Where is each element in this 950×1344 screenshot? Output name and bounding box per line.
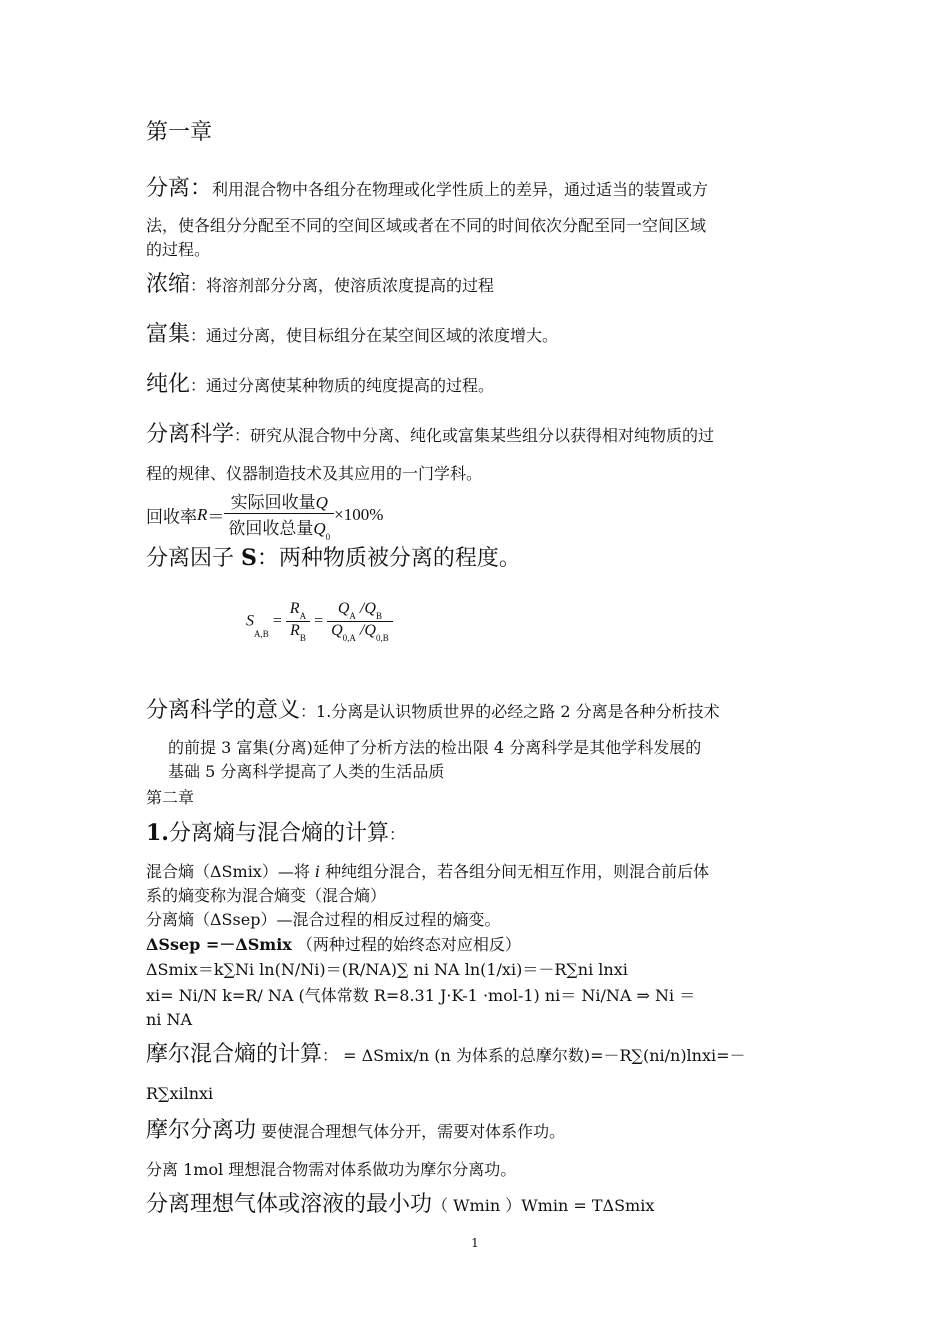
factor-ra: R [289, 600, 300, 617]
recovery-equals: ＝ [207, 507, 225, 527]
factor-definition: ：两种物质被分离的程度。 [256, 546, 521, 571]
recovery-denominator-q: Q [313, 519, 326, 538]
factor-qa-sub: A [349, 611, 356, 621]
chapter-2-title: 第二章 [146, 788, 195, 807]
molar-separation-work-line: 分离 1mol 理想混合物需对体系做功为摩尔分离功。 [146, 1160, 517, 1179]
separation-entropy-line: 分离熵（ΔSsep）—混合过程的相反过程的熵变。 [146, 910, 501, 929]
factor-qa: Q [337, 600, 350, 617]
factor-q0a-sub: 0,A [342, 633, 356, 643]
separation-factor-formula [246, 600, 393, 643]
term-minimum-work: 分离理想气体或溶液的最小功 [146, 1192, 433, 1217]
def-separation-line-3: 的过程。 [146, 240, 211, 259]
factor-qb: Q [364, 600, 376, 617]
mole-fraction-line-2: ni NA [146, 1010, 193, 1029]
minimum-work-def: （ Wmin ）Wmin = TΔSmix [432, 1196, 655, 1215]
recovery-numerator-q: Q [315, 493, 328, 512]
def-purification: ：通过分离使某种物质的纯度提高的过程。 [190, 376, 495, 395]
factor-rb-sub: B [299, 633, 306, 643]
term-concentration: 浓缩 [146, 272, 191, 297]
separation-factor-heading [146, 545, 521, 572]
separation-science-meaning [146, 698, 720, 724]
meaning-line-3: 基础 5 分离科学提高了人类的生活品质 [168, 762, 445, 781]
factor-formula-eq1: = [272, 612, 282, 630]
def-separation-line-2: 法，使各组分分配至不同的空间区域或者在不同的时间依次分配至同一空间区域 [146, 216, 707, 235]
recovery-fraction [224, 488, 334, 542]
minimum-work [146, 1192, 654, 1218]
mole-fraction-line: xi= Ni/N k=R/ NA (气体常数 R=8.31 J·K-1 ·mol-1) ni＝ Ni/NA ⇒ Ni ＝ [146, 986, 696, 1005]
definition-concentration [146, 272, 494, 298]
recovery-denominator: 欲回收总量 [228, 519, 314, 538]
definition-separation-science [146, 422, 714, 448]
term-molar-separation-work: 摩尔分离功 [146, 1118, 257, 1143]
factor-formula-s: S [246, 612, 254, 630]
def-concentration: ：将溶剂部分分离，使溶质浓度提高的过程 [190, 276, 495, 295]
factor-ra-sub: A [299, 611, 307, 621]
molar-mixing-entropy-def-2: R∑xilnxi [146, 1084, 214, 1103]
term-meaning: 分离科学的意义 [146, 698, 301, 723]
mixing-entropy-b: 种纯组分混合，若各组分间无相互作用，则混合前后体 [320, 862, 710, 881]
factor-q0b: Q [364, 622, 376, 639]
factor-ratio-r [286, 600, 310, 643]
heading-text: 分离熵与混合熵的计算 [168, 821, 389, 846]
factor-heading-label: 分离因子 [146, 546, 241, 571]
def-separation-science-line-1: ：研究从混合物中分离、纯化或富集某些组分以获得相对纯物质的过 [234, 426, 715, 445]
term-separation: 分离： [146, 176, 213, 201]
factor-q0a: Q [331, 622, 343, 639]
factor-formula-s-sub: A,B [254, 629, 269, 640]
recovery-numerator: 实际回收量 [230, 493, 316, 512]
factor-ratio-q [327, 600, 393, 643]
factor-formula-eq2: = [314, 612, 324, 630]
factor-qb-sub: B [375, 611, 382, 621]
heading-tail: ： [388, 825, 405, 844]
mixing-entropy-line-1 [146, 862, 709, 881]
def-separation-line-1: 利用混合物中各组分在物理或化学性质上的差异，通过适当的装置或方 [212, 180, 709, 199]
heading-number: 1. [146, 820, 169, 846]
definition-purification [146, 372, 494, 398]
mixing-entropy-line-2: 系的熵变称为混合熵变（混合熵） [146, 886, 387, 905]
molar-separation-work-def: 要使混合理想气体分开，需要对体系作功。 [256, 1122, 566, 1141]
entropy-relation [146, 935, 521, 954]
page-number: 1 [471, 1236, 479, 1250]
factor-symbol: S [241, 545, 257, 571]
term-purification: 纯化 [146, 372, 191, 397]
meaning-line-1: ：1.分离是认识物质世界的必经之路 2 分离是各种分析技术 [300, 702, 720, 721]
mixing-entropy-i: i [314, 862, 321, 881]
term-separation-science: 分离科学 [146, 422, 235, 447]
term-enrichment: 富集 [146, 322, 191, 347]
mixing-entropy-a: 混合熵（ΔSmix）—将 [146, 862, 315, 881]
definition-separation [146, 176, 708, 202]
recovery-prefix: 回收率 [146, 507, 197, 527]
recovery-symbol: R [197, 505, 208, 524]
molar-mixing-entropy-def: ： = ΔSmix/n (n 为体系的总摩尔数)=－R∑(ni/n)lnxi=－ [322, 1046, 746, 1065]
def-enrichment: ：通过分离，使目标组分在某空间区域的浓度增大。 [190, 326, 559, 345]
term-molar-mixing-entropy: 摩尔混合熵的计算 [146, 1042, 323, 1067]
factor-q0b-sub: 0,B [375, 633, 389, 643]
meaning-line-2: 的前提 3 富集(分离)延伸了分析方法的检出限 4 分离科学是其他学科发展的 [168, 738, 702, 757]
entropy-relation-note: （两种过程的始终态对应相反） [291, 935, 521, 954]
definition-enrichment [146, 322, 558, 348]
recovery-suffix: ×100% [334, 505, 384, 524]
molar-mixing-entropy [146, 1042, 746, 1068]
molar-separation-work [146, 1118, 565, 1144]
recovery-rate-formula [146, 488, 383, 542]
chapter-1-title: 第一章 [146, 120, 213, 145]
recovery-denominator-sub: 0 [325, 532, 331, 542]
chapter-2-heading [146, 820, 405, 847]
factor-slash-2: / [359, 622, 365, 639]
factor-slash-1: / [359, 600, 365, 617]
entropy-relation-bold: ΔSsep =－ΔSmix [146, 935, 292, 954]
def-separation-science-line-2: 程的规律、仪器制造技术及其应用的一门学科。 [146, 464, 483, 483]
factor-rb: R [290, 622, 300, 639]
mixing-entropy-equation: ΔSmix＝k∑Ni ln(N/Ni)＝(R/NA)∑ ni NA ln(1/xi)＝－R∑ni lnxi [146, 960, 628, 979]
